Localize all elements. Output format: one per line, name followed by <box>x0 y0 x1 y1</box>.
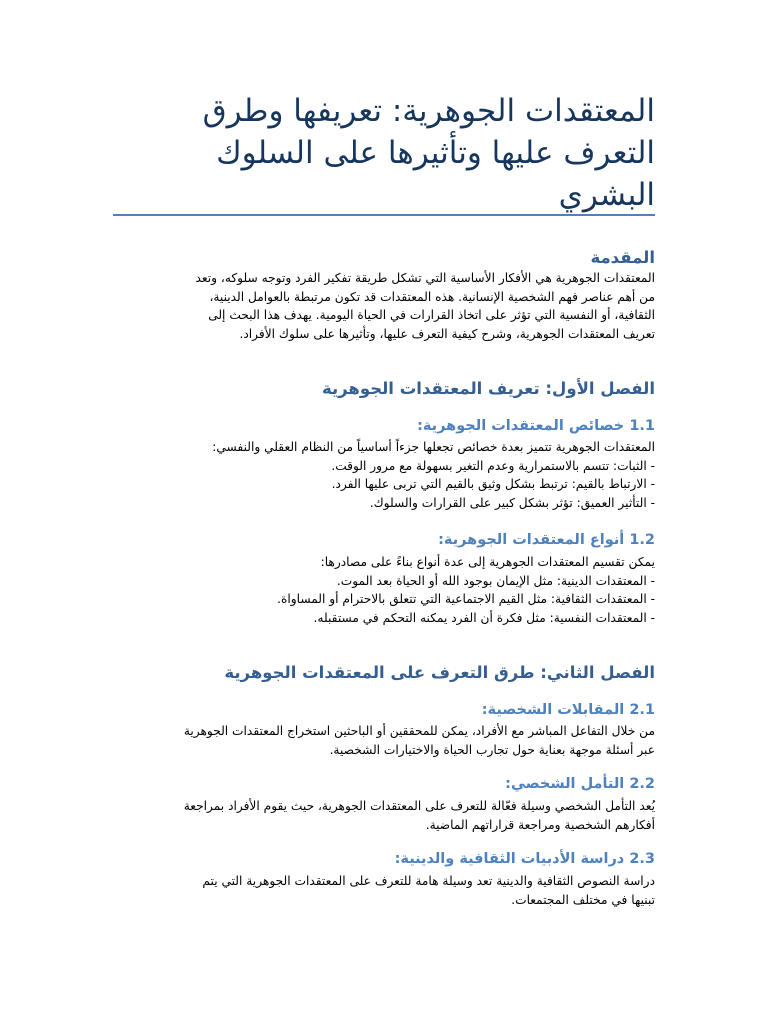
title-underline <box>113 214 655 216</box>
section-1-1-line: - التأثير العميق: تؤثر بشكل كبير على القرارات والسلوك. <box>369 495 655 510</box>
section-1-1-heading: 1.1 خصائص المعتقدات الجوهرية: <box>417 418 655 434</box>
intro-paragraph <box>113 269 655 343</box>
section-1-2-heading: 1.2 أنواع المعتقدات الجوهرية: <box>438 532 655 548</box>
section-2-3-line: دراسة النصوص الثقافية والدينية تعد وسيلة هامة للتعرف على المعتقدات الجوهرية التي يتم <box>202 874 655 888</box>
chapter1-heading: الفصل الأول: تعريف المعتقدات الجوهرية <box>321 379 655 398</box>
intro-line: المعتقدات الجوهرية هي الأفكار الأساسية التي تشكل طريقة تفكير الفرد وتوجه سلوكه، وتعد <box>195 271 655 285</box>
section-1-2-paragraph <box>113 553 655 627</box>
intro-line: الثقافية، أو النفسية التي تؤثر على اتخاذ القرارات في الحياة اليومية. يهدف هذا البحث إلى <box>208 308 655 322</box>
section-1-1-line: - الثبات: تتسم بالاستمرارية وعدم التغير بسهولة مع مرور الوقت. <box>331 458 655 473</box>
chapter2-heading: الفصل الثاني: طرق التعرف على المعتقدات الجوهرية <box>224 663 655 682</box>
section-2-1-paragraph <box>113 722 655 759</box>
section-1-1-line: المعتقدات الجوهرية تتميز بعدة خصائص تجعلها جزءاً أساسياً من النظام العقلي والنفسي: <box>212 440 655 454</box>
section-2-2-line: أفكارهم الشخصية ومراجعة قراراتهم الماضية. <box>425 817 655 832</box>
section-2-3-heading: 2.3 دراسة الأدبيات الثقافية والدينية: <box>394 851 655 867</box>
intro-line: تعريف المعتقدات الجوهرية، وشرح كيفية التعرف عليها، وتأثيرها على سلوك الأفراد. <box>239 326 655 341</box>
section-2-1-heading: 2.1 المقابلات الشخصية: <box>481 702 655 718</box>
intro-line: من أهم عناصر فهم الشخصية الإنسانية. هذه المعتقدات قد تكون مرتبطة بالعوامل الدينية، <box>209 289 655 304</box>
section-1-1-paragraph <box>113 438 655 512</box>
section-2-2-line: يُعد التأمل الشخصي وسيلة فعّالة للتعرف على المعتقدات الجوهرية، حيث يقوم الأفراد بمراجعة <box>183 799 655 813</box>
section-1-2-line: - المعتقدات النفسية: مثل فكرة أن الفرد يمكنه التحكم في مستقبله. <box>313 610 655 625</box>
section-2-3-line: تبنيها في مختلف المجتمعات. <box>511 892 655 907</box>
intro-heading: المقدمة <box>590 248 655 267</box>
section-1-1-line: - الارتباط بالقيم: ترتبط بشكل وثيق بالقيم التي تربى عليها الفرد. <box>331 477 655 491</box>
section-1-2-line: - المعتقدات الثقافية: مثل القيم الاجتماعية التي تتعلق بالاحترام أو المساواة. <box>277 592 655 606</box>
section-2-1-line: من خلال التفاعل المباشر مع الأفراد، يمكن للمحققين أو الباحثين استخراج المعتقدات الجوهرية <box>183 724 655 738</box>
section-2-1-line: عبر أسئلة موجهة بعناية حول تجارب الحياة والاختيارات الشخصية. <box>329 742 655 757</box>
section-2-2-paragraph <box>113 797 655 834</box>
section-2-3-paragraph <box>113 872 655 909</box>
section-2-2-heading: 2.2 التأمل الشخصي: <box>505 776 655 792</box>
section-1-2-line: يمكن تقسيم المعتقدات الجوهرية إلى عدة أنواع بناءً على مصادرها: <box>320 555 655 569</box>
document-title: المعتقدات الجوهرية: تعريفها وطرق التعرف عليها وتأثيرها على السلوك البشري <box>202 93 655 213</box>
section-1-2-line: - المعتقدات الدينية: مثل الإيمان بوجود الله أو الحياة بعد الموت. <box>336 573 655 588</box>
